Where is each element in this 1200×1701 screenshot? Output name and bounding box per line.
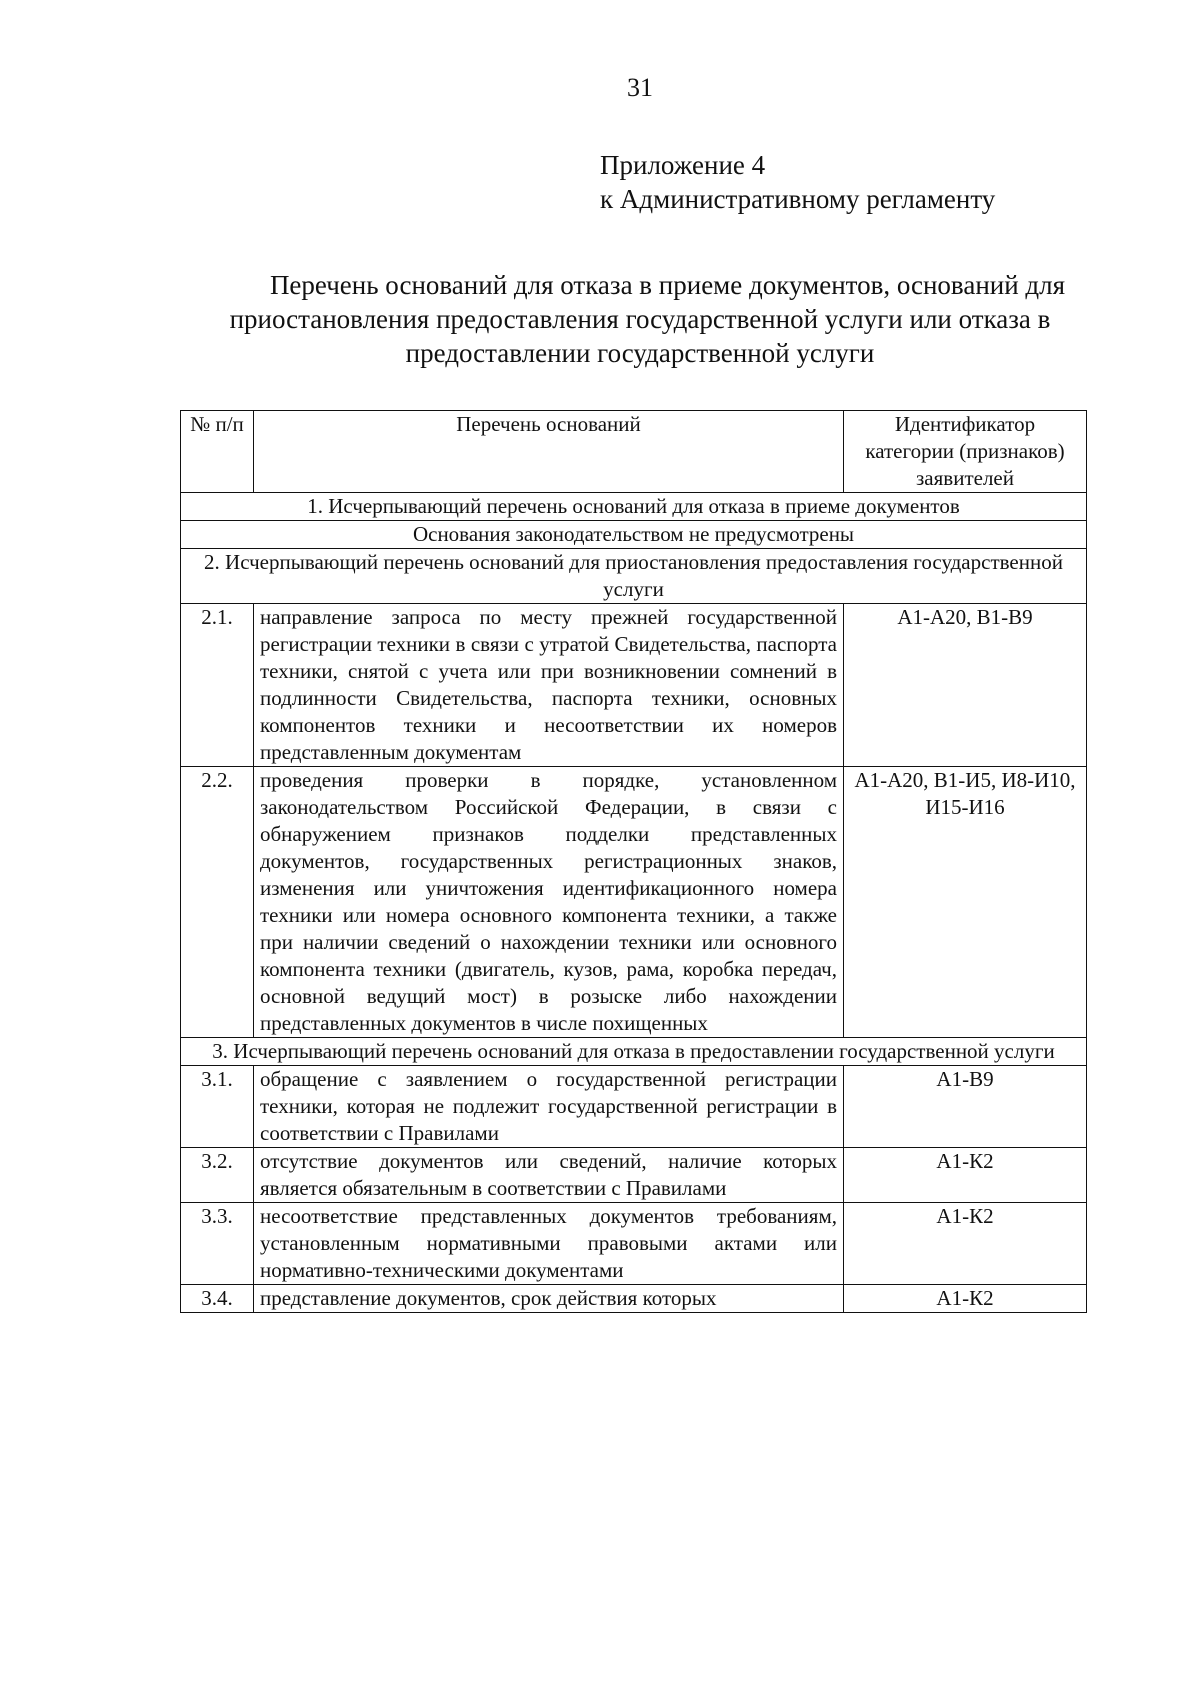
row-applicant-id: А1-К2	[844, 1148, 1087, 1203]
row-applicant-id: А1-А20, В1-В9	[844, 604, 1087, 767]
row-grounds-text: представление документов, срок действия которых	[254, 1285, 844, 1313]
row-number: 2.2.	[181, 767, 254, 1038]
table-row	[181, 1148, 1087, 1203]
page-number: 31	[627, 73, 653, 102]
row-number: 3.1.	[181, 1066, 254, 1148]
row-applicant-id: А1-А20, В1-И5, И8-И10, И15-И16	[844, 767, 1087, 1038]
table-row	[181, 604, 1087, 767]
title-line-1: Перечень оснований для отказа в приеме документов, оснований для	[269, 270, 1066, 300]
row-applicant-id: А1-К2	[844, 1203, 1087, 1285]
appendix-line-1: Приложение 4	[600, 150, 766, 180]
section-row	[181, 549, 1087, 604]
table-row	[181, 1285, 1087, 1313]
appendix-header	[600, 148, 995, 216]
row-grounds-text: обращение с заявлением о государственной регистрации техники, которая не подлежит государственной регистрации в соответствии с Правилами	[254, 1066, 844, 1148]
row-number: 3.2.	[181, 1148, 254, 1203]
row-number: 3.3.	[181, 1203, 254, 1285]
title-line-2: приостановления предоставления государственной услуги или отказа в	[229, 304, 1051, 334]
table-row	[181, 1066, 1087, 1148]
section-2-heading: 2. Исчерпывающий перечень оснований для приостановления предоставления государственной услуги	[181, 549, 1087, 604]
row-applicant-id: А1-К2	[844, 1285, 1087, 1313]
row-grounds-text: направление запроса по месту прежней государственной регистрации техники в связи с утратой Свидетельства, паспорта техники, снятой с учета или при возникновении сомнений в подлинности Свидетельства, паспорта техники, основных компонентов техники и несоответствии их номеров представленным документам	[254, 604, 844, 767]
header-num: № п/п	[181, 411, 254, 493]
table-row	[181, 1203, 1087, 1285]
table-row	[181, 767, 1087, 1038]
section-3-heading: 3. Исчерпывающий перечень оснований для отказа в предоставлении государственной услуги	[181, 1038, 1087, 1066]
section-row	[181, 493, 1087, 521]
row-grounds-text: несоответствие представленных документов требованиям, установленным нормативными правовыми актами или нормативно-техническими документами	[254, 1203, 844, 1285]
section-row	[181, 1038, 1087, 1066]
header-grounds: Перечень оснований	[254, 411, 844, 493]
section-note-row	[181, 521, 1087, 549]
section-1-note: Основания законодательством не предусмотрены	[181, 521, 1087, 549]
row-applicant-id: А1-В9	[844, 1066, 1087, 1148]
appendix-line-2: к Административному регламенту	[600, 184, 996, 214]
document-title	[190, 268, 1090, 370]
row-number: 2.1.	[181, 604, 254, 767]
table-header-row	[181, 411, 1087, 493]
title-line-3: предоставлении государственной услуги	[405, 338, 875, 368]
row-grounds-text: отсутствие документов или сведений, наличие которых является обязательным в соответствии с Правилами	[254, 1148, 844, 1203]
row-grounds-text: проведения проверки в порядке, установленном законодательством Российской Федерации, в связи с обнаружением признаков подделки представленных документов, государственных регистрационных знаков, изменения или уничтожения идентификационного номера техники или номера основного компонента техники, а также при наличии сведений о нахождении техники или основного компонента техники (двигатель, кузов, рама, коробка передач, основной ведущий мост) в розыске либо нахождении представленных документов в числе похищенных	[254, 767, 844, 1038]
section-1-heading: 1. Исчерпывающий перечень оснований для отказа в приеме документов	[181, 493, 1087, 521]
row-number: 3.4.	[181, 1285, 254, 1313]
header-applicant-id: Идентификатор категории (признаков) заявителей	[844, 411, 1087, 493]
grounds-table	[180, 410, 1087, 1313]
